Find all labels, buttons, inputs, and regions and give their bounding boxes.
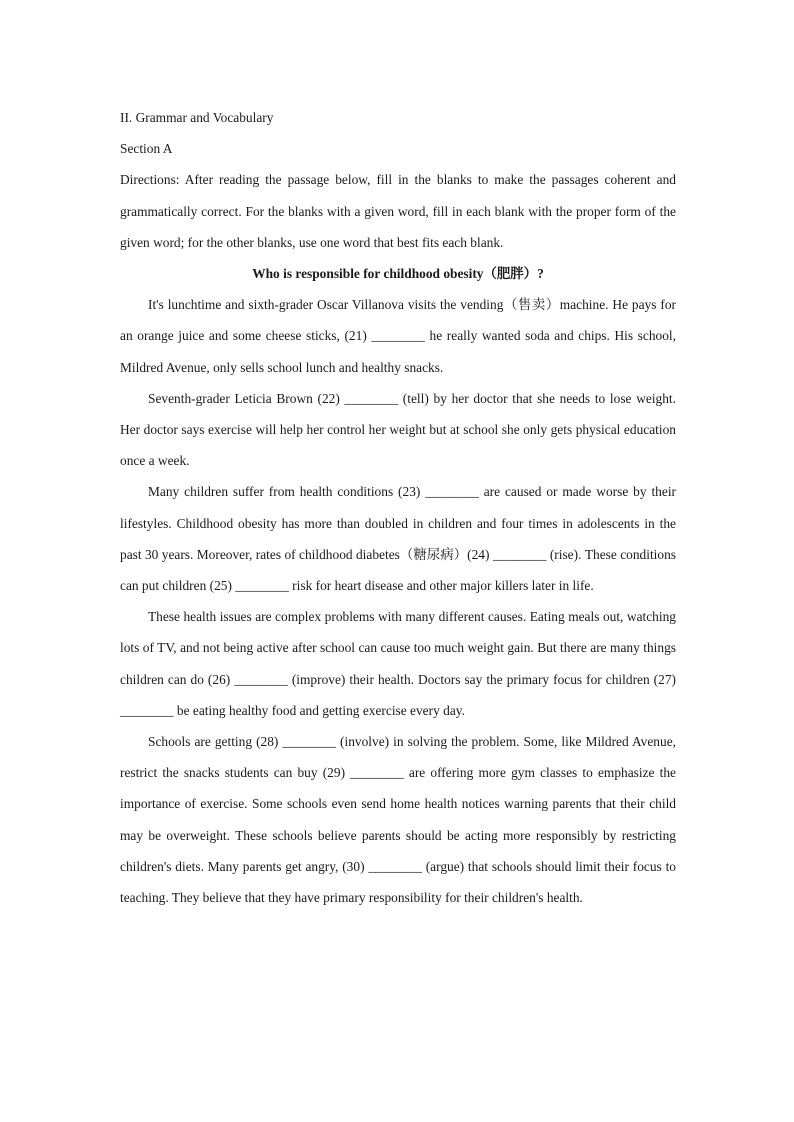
part-heading: II. Grammar and Vocabulary <box>120 110 274 125</box>
paragraph-4: These health issues are complex problems with many different causes. Eating meals out, watching lots of TV, and not being active after school can cause too much weight gain. But there are many things children can do (26) ________ (improve) their health. Doctors say the primary focus for children (27) ________ be eating healthy food and getting exercise every day. <box>120 609 676 718</box>
section-heading: Section A <box>120 141 173 157</box>
paragraph-5: Schools are getting (28) ________ (involve) in solving the problem. Some, like Mildred Avenue, restrict the snacks students can buy (29) ________ are offering more gym classes to emphasize the importance of exercise. Some schools even send home health notices warning parents that their child may be overweight. These schools believe parents should be acting more responsibly by restricting children's diets. Many parents get angry, (30) ________ (argue) that schools should limit their focus to teaching. They believe that they have primary responsibility for their children's health. <box>120 734 676 906</box>
document-page <box>120 102 676 913</box>
directions-text: Directions: After reading the passage below, fill in the blanks to make the passages coherent and grammatically correct. For the blanks with a given word, fill in each blank with the proper form of the given word; for the other blanks, use one word that best fits each blank. <box>120 172 676 250</box>
paragraph-3: Many children suffer from health conditions (23) ________ are caused or made worse by their lifestyles. Childhood obesity has more than doubled in children and four times in adolescents in the past 30 years. Moreover, rates of childhood diabetes（糖尿病）(24) ________ (rise). These conditions can put children (25) ________ risk for heart disease and other major killers later in life. <box>120 484 676 594</box>
paragraph-1: It's lunchtime and sixth-grader Oscar Villanova visits the vending（售卖）machine. He pays for an orange juice and some cheese sticks, (21) ________ he really wanted soda and chips. His school, Mildred Avenue, only sells school lunch and healthy snacks. <box>120 297 676 375</box>
paragraph-2: Seventh-grader Leticia Brown (22) ________ (tell) by her doctor that she needs to lose weight. Her doctor says exercise will help her control her weight but at school she only gets physical education once a week. <box>120 390 676 469</box>
passage-title: Who is responsible for childhood obesity（肥胖）? <box>252 266 544 282</box>
